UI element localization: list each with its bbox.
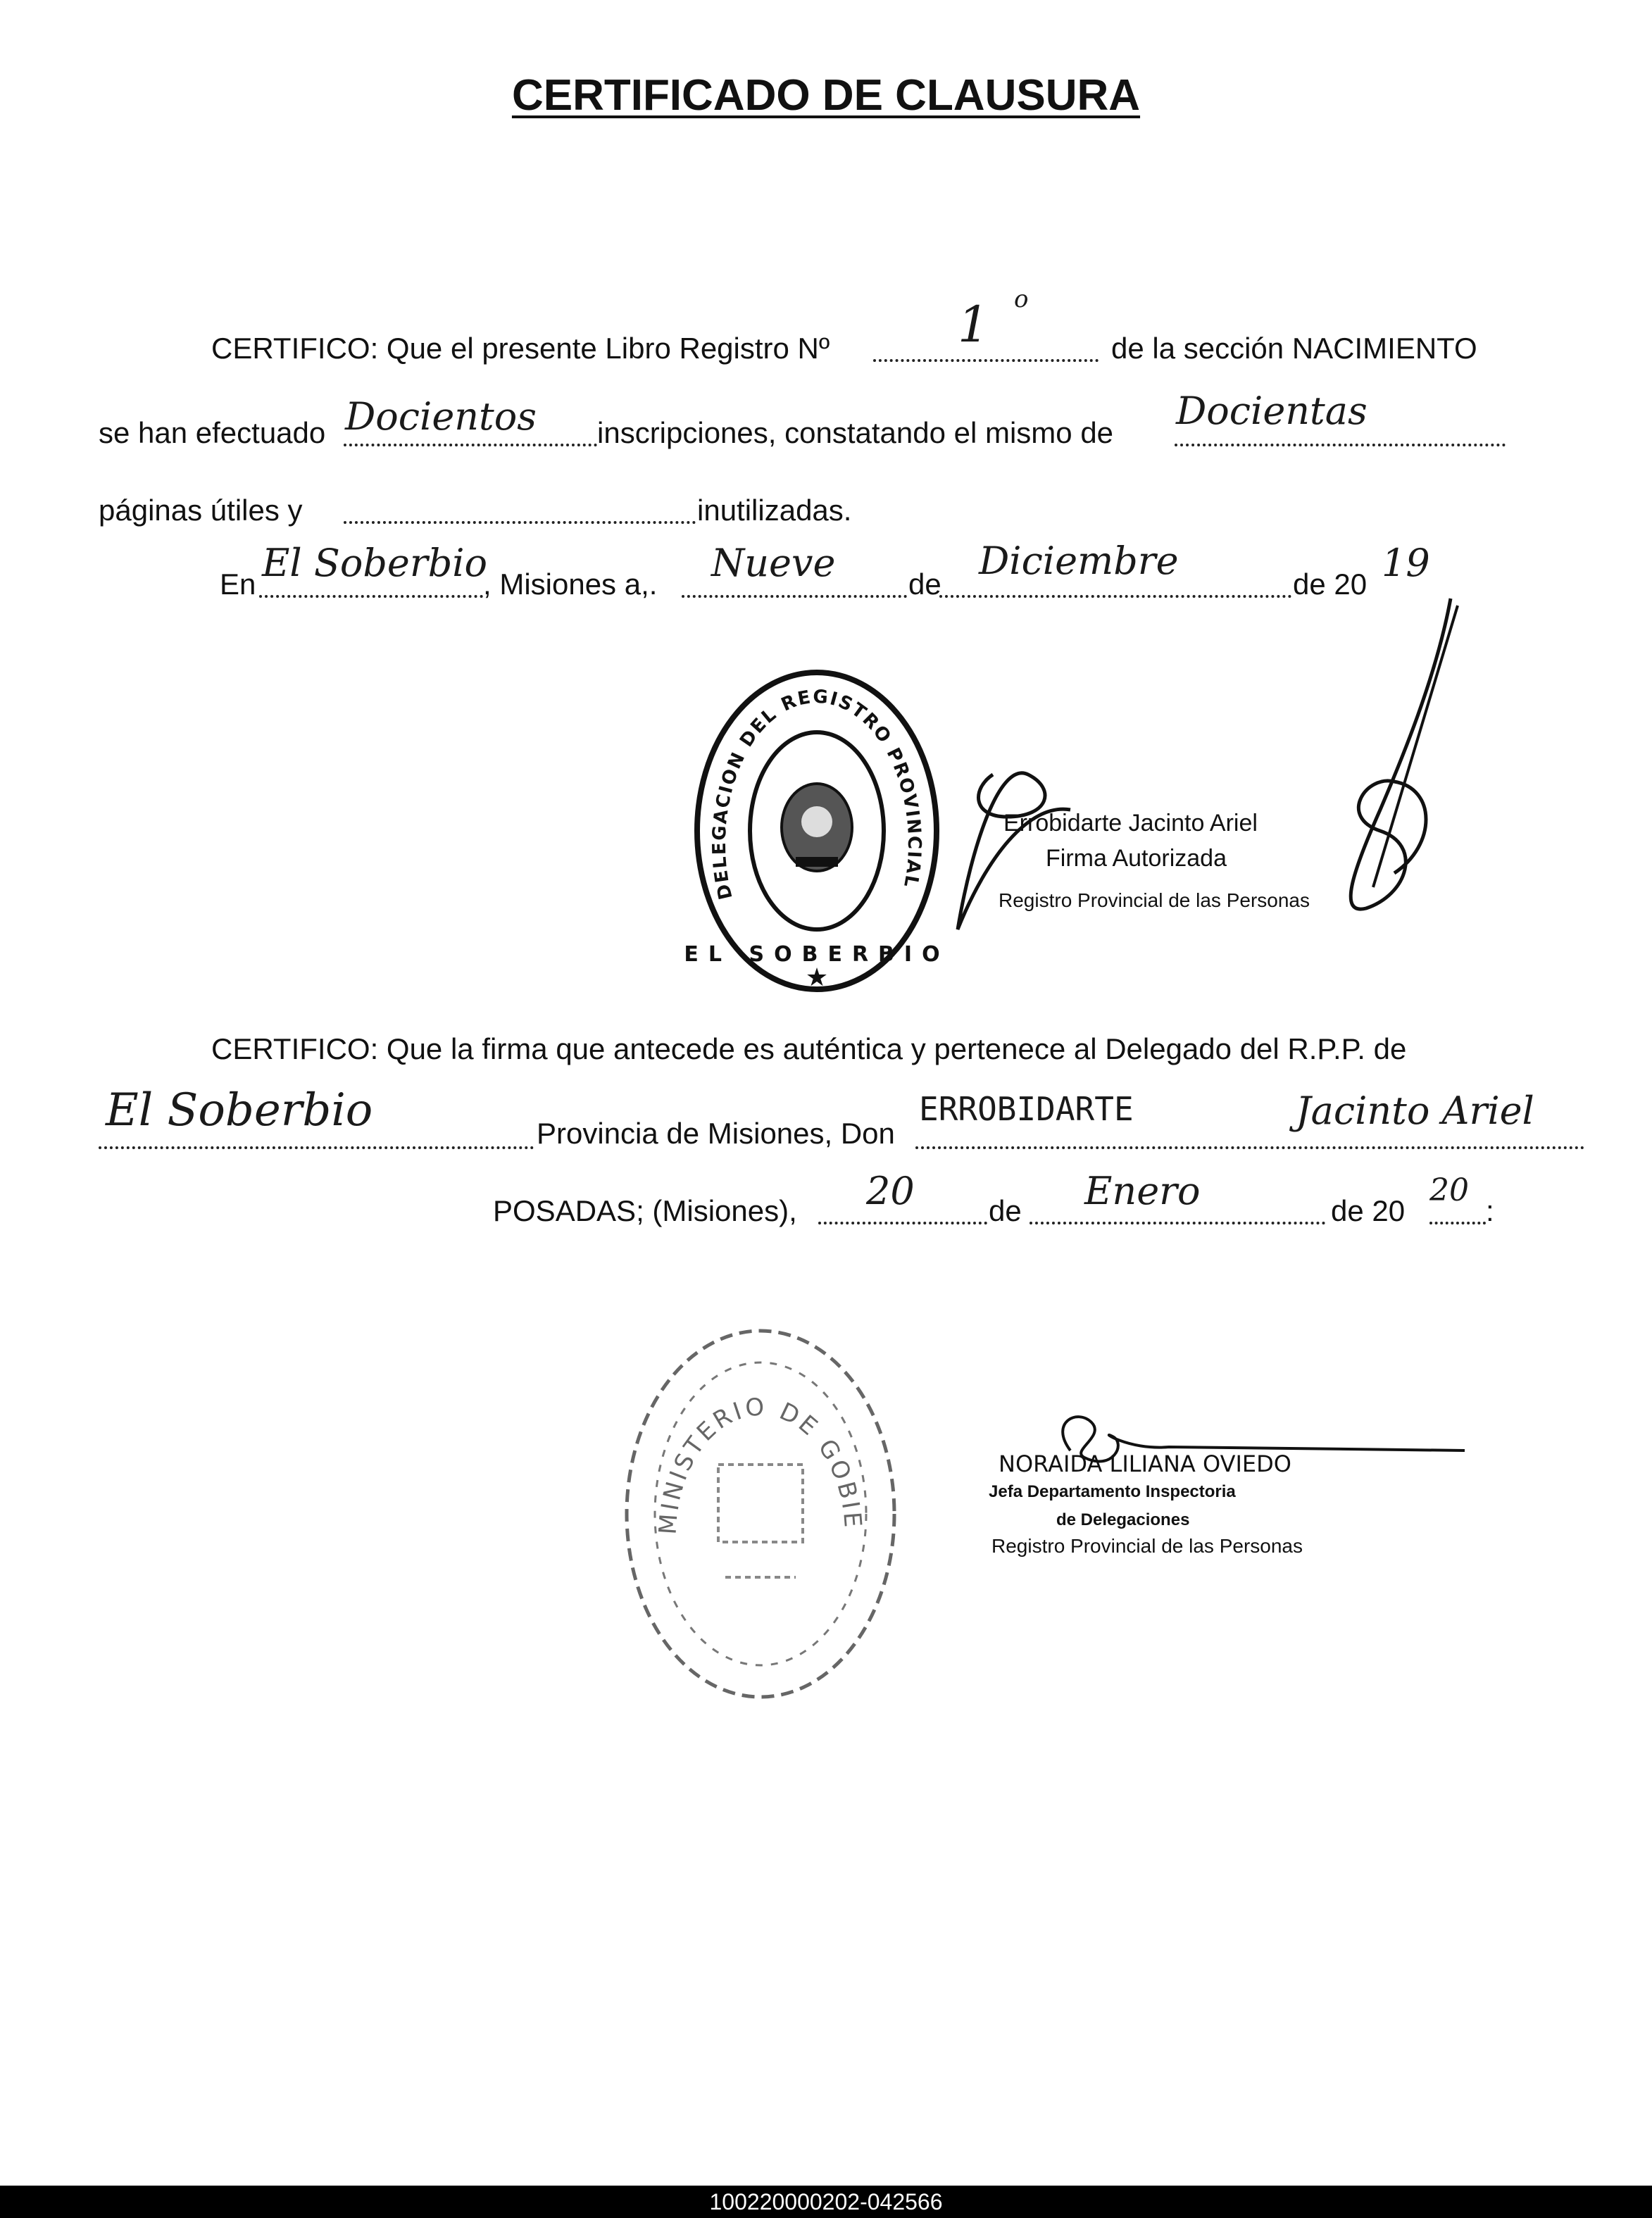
hand-place: El Soberbio — [262, 541, 488, 585]
hand-register-number: 1 — [958, 296, 989, 353]
seal-text-bottom: EL SOBERBIO — [684, 942, 950, 967]
fill-dots — [818, 1215, 987, 1224]
hand-pages: Docientas — [1176, 389, 1368, 433]
signer-org: Registro Provincial de las Personas — [999, 889, 1310, 911]
line3-suffix: inutilizadas. — [697, 494, 852, 527]
signer2-role1: Jefa Departamento Inspectoria — [989, 1482, 1236, 1501]
coat-of-arms-icon — [718, 1465, 803, 1577]
signer2-org: Registro Provincial de las Personas — [991, 1535, 1303, 1557]
fill-dots — [344, 514, 696, 524]
line3-end: : — [1486, 1194, 1494, 1227]
coat-of-arms-icon — [782, 784, 852, 871]
section2-line1: CERTIFICO: Que la firma que antecede es auténtica y pertenece al Delegado del R.P.P. de — [211, 1032, 1407, 1065]
hand-given-names: Jacinto Ariel — [1296, 1089, 1534, 1133]
fill-dots — [1175, 437, 1506, 446]
line3-de-year: de 20 — [1331, 1194, 1406, 1227]
signer-role: Firma Autorizada — [1046, 845, 1227, 872]
line2-middle: inscripciones, constatando el mismo de — [597, 416, 1114, 449]
hand-month: Diciembre — [979, 539, 1179, 583]
line3-prefix: páginas útiles y — [99, 494, 303, 527]
hand-surname: ERROBIDARTE — [919, 1090, 1134, 1128]
fill-dots — [259, 588, 483, 598]
seal-text: MINISTERIO DE GOBIERNO — [608, 1302, 868, 1536]
fill-dots — [682, 588, 907, 598]
hand-year: 19 — [1382, 541, 1430, 585]
line1-prefix: CERTIFICO: Que el presente Libro Registro Nº — [211, 332, 830, 365]
document-code-bar: 100220000202-042566 — [0, 2186, 1652, 2218]
line4-en: En — [220, 568, 256, 601]
signature-scribble-1 — [944, 577, 1479, 944]
registry-seal — [681, 649, 950, 996]
line4-de-year: de 20 — [1293, 568, 1368, 601]
signer-name: Errobidarte Jacinto Ariel — [1003, 810, 1258, 837]
fill-dots — [1030, 1215, 1325, 1224]
hand-month-2: Enero — [1084, 1169, 1201, 1213]
hand-inscriptions: Docientos — [345, 394, 537, 439]
star-icon: ★ — [805, 963, 829, 991]
line4-misiones: , Misiones a,. — [483, 568, 658, 601]
ministry-seal — [608, 1302, 901, 1704]
line3-de: de — [989, 1194, 1022, 1227]
hand-day-2: 20 — [866, 1169, 915, 1213]
hand-year-2: 20 — [1429, 1172, 1469, 1208]
line1-suffix: de la sección NACIMIENTO — [1111, 332, 1477, 365]
hand-place-2: El Soberbio — [106, 1084, 373, 1136]
hand-register-number-suffix: o — [1014, 285, 1029, 313]
hand-day: Nueve — [711, 541, 836, 585]
fill-dots — [1429, 1215, 1486, 1224]
signer2-role2: de Delegaciones — [1056, 1510, 1190, 1529]
fill-dots — [915, 1139, 1584, 1149]
line4-de: de — [908, 568, 941, 601]
fill-dots — [99, 1139, 534, 1149]
seal-text-top: DELEGACION DEL REGISTRO PROVINCIAL DE LAS PERSONAS — [681, 649, 925, 902]
document-title: CERTIFICADO DE CLAUSURA — [511, 71, 1141, 120]
line3-prefix: POSADAS; (Misiones), — [493, 1194, 797, 1227]
line2-middle: Provincia de Misiones, Don — [537, 1117, 895, 1150]
fill-dots — [873, 352, 1099, 362]
line2-prefix: se han efectuado — [99, 416, 326, 449]
section1-line1 — [211, 331, 830, 366]
signer2-name: NORAIDA LILIANA OVIEDO — [999, 1451, 1291, 1477]
